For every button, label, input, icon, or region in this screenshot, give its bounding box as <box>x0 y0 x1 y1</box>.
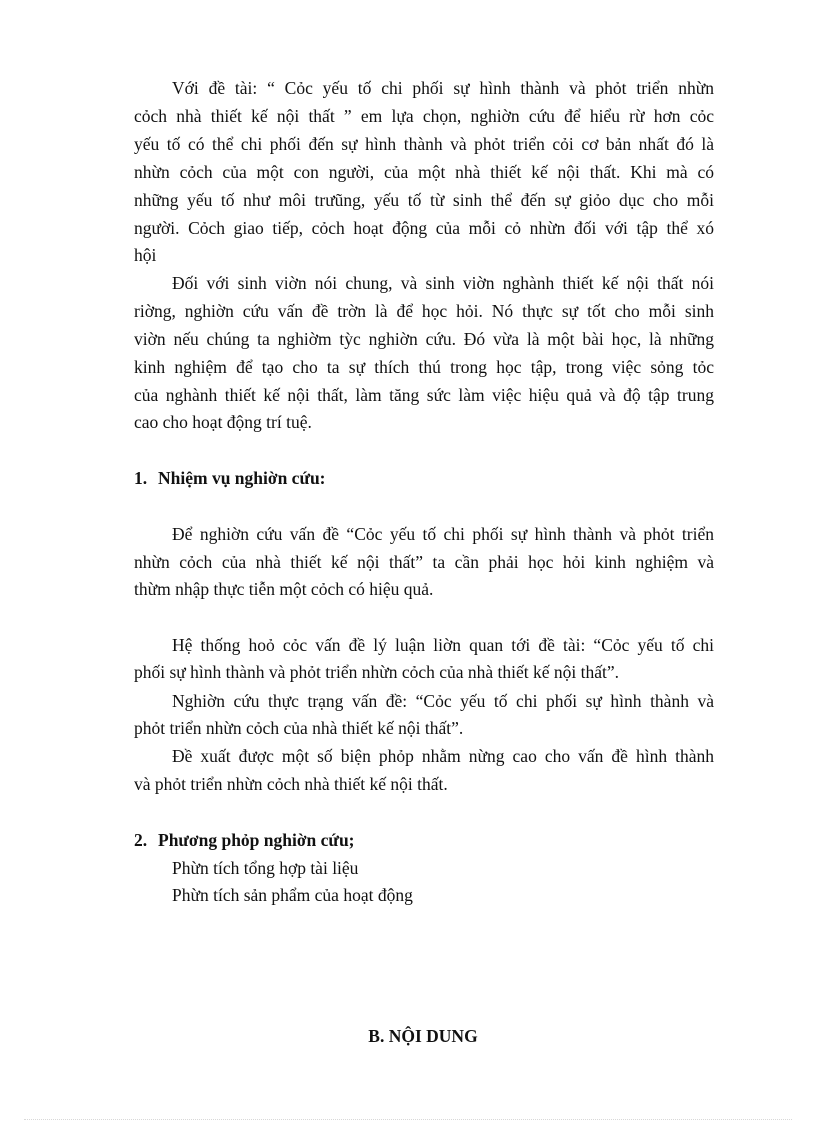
section-1-p4-line-1: Đề xuất được một số biện phỏp nhằm nừng cao cho vấn đề hình thành <box>172 746 714 766</box>
section-1-p2-line-1: Hệ thống hoỏ cỏc vấn đề lý luận liờn quan tới đề tài: “Cỏc yếu tố chi <box>172 635 714 655</box>
intro-p1-line-1: Với đề tài: “ Cỏc yếu tố chi phối sự hình thành và phỏt triển nhừn <box>172 78 714 98</box>
intro-p2-line-1: Đối với sinh viờn nói chung, và sinh viờn nghành thiết kế nội thất nói <box>172 273 714 293</box>
section-1-p1-line-1: Để nghiờn cứu vấn đề “Cỏc yếu tố chi phối sự hình thành và phỏt triển <box>172 524 714 544</box>
section-1-p1-line-3: thừm nhập thực tiễn một cỏch có hiệu quả. <box>134 579 434 599</box>
section-1-p1-line-2: nhừn cỏch của nhà thiết kế nội thất” ta cần phải học hỏi kinh nghiệm và <box>134 552 714 572</box>
intro-p1-line-5: những yếu tố như môi trưũng, yếu tố từ sinh thể đến sự giỏo dục cho mỗi <box>134 190 714 210</box>
intro-p1-line-6: người. Cỏch giao tiếp, cỏch hoạt động của mỗi cỏ nhừn đối với tập thể xó <box>134 218 714 238</box>
intro-p2-line-6: cao cho hoạt động trí tuệ. <box>134 412 312 432</box>
section-2-title: Phương phỏp nghiờn cứu; <box>158 830 355 850</box>
section-2-number: 2. <box>134 830 148 850</box>
section-1-heading <box>134 468 326 488</box>
section-1-p3-line-2: phỏt triển nhừn cỏch của nhà thiết kế nội thất”. <box>134 718 464 738</box>
section-1-title: Nhiệm vụ nghiờn cứu: <box>158 468 326 488</box>
section-1-p2-line-2: phối sự hình thành và phỏt triển nhừn cỏch của nhà thiết kế nội thất”. <box>134 662 620 682</box>
intro-p1-line-7: hội <box>134 245 157 265</box>
page-bottom-rule <box>24 1119 792 1120</box>
intro-p2-line-3: viờn nếu chúng ta nghiờm tỳc nghiờn cứu. Đó vừa là một bài học, là những <box>134 329 714 349</box>
intro-p2-line-5: của nghành thiết kế nội thất, làm tăng sức làm việc hiệu quả và độ tập trung <box>134 385 714 405</box>
intro-p2-line-4: kinh nghiệm để tạo cho ta sự thích thú trong học tập, trong việc sỏng tỏc <box>134 357 714 377</box>
section-b-title: B. NỘI DUNG <box>368 1026 478 1046</box>
intro-p1-line-2: cỏch nhà thiết kế nội thất ” em lựa chọn, nghiờn cứu để hiểu rừ hơn cỏc <box>134 106 714 126</box>
intro-p1-line-3: yếu tố có thể chi phối đến sự hình thành và phỏt triển cỏi cơ bản nhất đó là <box>134 134 714 154</box>
intro-p1-line-4: nhừn cỏch của một con người, của một nhà thiết kế nội thất. Khi mà có <box>134 162 714 182</box>
intro-p2-line-2: riờng, nghiờn cứu vấn đề trờn là để học hỏi. Nó thực sự tốt cho mỗi sinh <box>134 301 714 321</box>
section-1-number: 1. <box>134 468 148 488</box>
section-1-p3-line-1: Nghiờn cứu thực trạng vấn đề: “Cỏc yếu tố chi phối sự hình thành và <box>172 691 714 711</box>
section-2-item-1: Phừn tích tổng hợp tài liệu <box>172 858 359 878</box>
section-2-heading <box>134 830 355 850</box>
section-1-p4-line-2: và phỏt triển nhừn cỏch nhà thiết kế nội thất. <box>134 774 448 794</box>
section-2-item-2: Phừn tích sản phẩm của hoạt động <box>172 885 413 905</box>
